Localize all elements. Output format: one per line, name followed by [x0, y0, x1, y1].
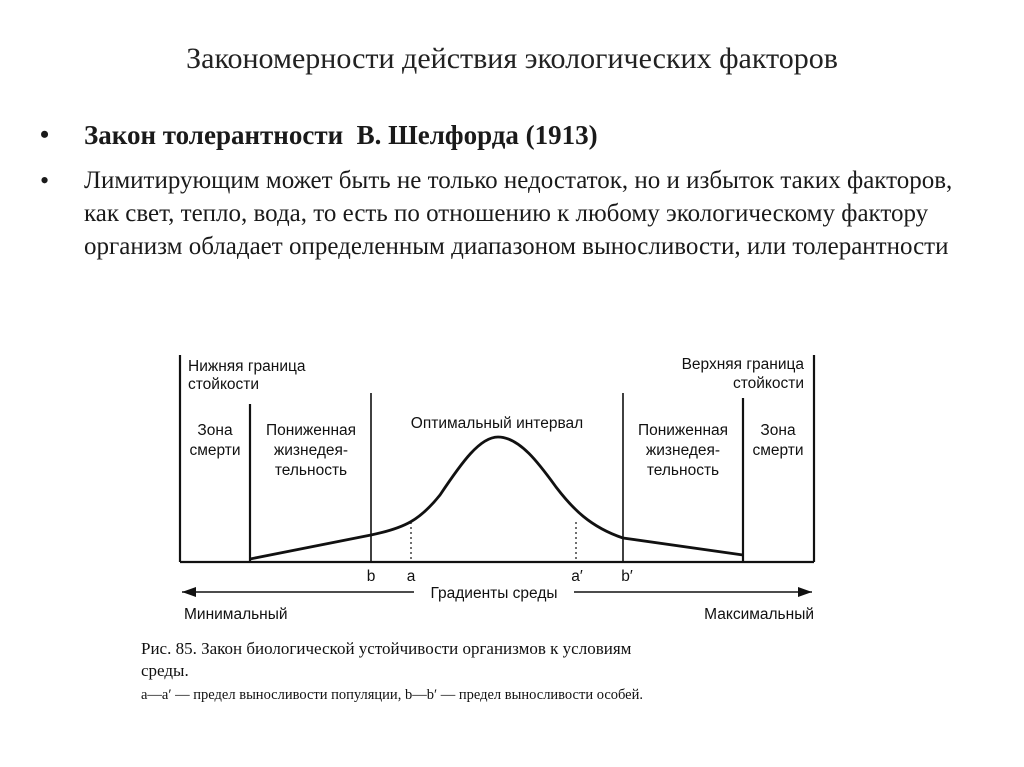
bullet-text: Закон толерантности В. Шелфорда (1913) [84, 120, 598, 150]
reduced-activity-right-label: Пониженная [637, 422, 729, 439]
tick-b-label: b [366, 568, 376, 585]
lower-limit-label: Нижняя граница [188, 358, 306, 375]
figure-caption-note: a—a′ — предел выносливости популяции, b—b′ — предел выносливости особей. [141, 687, 644, 703]
tick-b-prime-label: b′ [621, 568, 633, 585]
tick-a-prime-label: a′ [571, 568, 583, 585]
axis-arrow-left-icon [182, 587, 196, 597]
figure-caption-cont: среды. [141, 661, 189, 680]
death-zone-right-label: Зона [760, 422, 796, 439]
tick-a-label: a [406, 568, 416, 585]
optimal-interval-label: Оптимальный интервал [410, 415, 584, 432]
upper-limit-label-cont: стойкости [732, 375, 804, 392]
death-zone-right-label-cont: смерти [752, 442, 804, 459]
bullet-dot: • [40, 166, 50, 195]
bullet-dot: • [40, 120, 50, 149]
minimal-label: Минимальный [184, 606, 288, 623]
upper-limit-label: Верхняя граница [681, 356, 804, 373]
reduced-activity-left-label-2: жизнедея- [273, 442, 349, 459]
gradient-label: Градиенты среды [430, 585, 558, 602]
reduced-activity-right-label-2: жизнедея- [645, 442, 721, 459]
bullet-text: Лимитирующим может быть не только недостаток, но и избыток таких факторов, как свет, тепло, вода, то есть по отношению к любому экологическому фактору организм обладает определенным диапазоном выносливости, или толерантности [84, 167, 953, 260]
slide-title: Закономерности действия экологических факторов [186, 42, 838, 75]
reduced-activity-left-label-3: тельность [274, 462, 348, 479]
figure-caption: Рис. 85. Закон биологической устойчивости организмов к условиям [141, 639, 632, 658]
maximal-label: Максимальный [704, 606, 814, 623]
axis-arrow-right-icon [798, 587, 812, 597]
reduced-activity-left-label: Пониженная [265, 422, 357, 439]
lower-limit-label-cont: стойкости [188, 376, 260, 393]
reduced-activity-right-label-3: тельность [646, 462, 720, 479]
death-zone-left-label: Зона [197, 422, 233, 439]
death-zone-left-label-cont: смерти [189, 442, 241, 459]
